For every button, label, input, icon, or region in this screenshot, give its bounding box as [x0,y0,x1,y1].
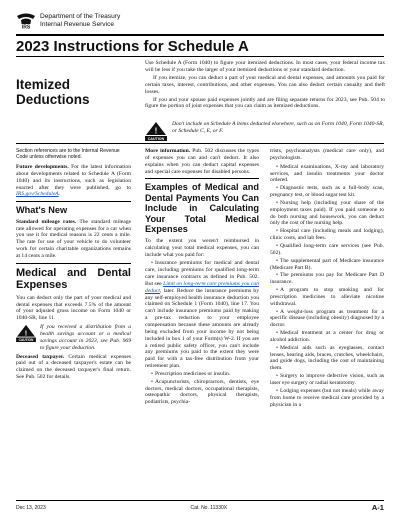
list-item: • The supplemental part of Medicare insurance (Medicare Part B). [270,258,384,272]
irs-schedule-a-link[interactable]: IRS.gov/ScheduleA [16,191,59,198]
title-rule [16,56,384,57]
list-item: • Medical aids such as eyeglasses, contact lenses, hearing aids, braces, crutches, wheelchairs, and guide dogs, including the cost of maintaining them. [270,345,384,372]
footer-catalog-number: Cat. No. 11330X [190,504,228,511]
header-rule [16,34,384,36]
caution-text: Don't include on Schedule A items deducted elsewhere, such as on Form 1040, Form 1040-SR, or Schedule C, E, or F. [172,121,384,134]
svg-text:CAUTION: CAUTION [147,137,165,141]
future-developments-paragraph: Future developments. For the latest information about developments related to Schedule A (Form 1040) and its instructions, such as legislation enacted after they were published, go to IRS.gov/ScheduleA. [16,164,131,198]
schedule-subtitle: Itemized Deductions [16,77,90,107]
intro-paragraph: If you and your spouse paid expenses jointly and are filing separate returns for 2023, see Pub. 504 to figure the portion of joint expenses that you can claim as itemized deductions. [145,96,385,110]
list-item: • Prescription medicines or insulin. [145,371,259,378]
list-item: • Nursing help (including your share of the employment taxes paid). If you paid someone to do both nursing and housework, you can deduct only the cost of the nursing help. [270,200,384,227]
column-1 [16,148,131,383]
list-item: • Acupuncturists, chiropractors, dentists, eye doctors, medical doctors, occupational therapists, osteopathic doctors, physical therapists, podiatrists, psychia- [145,379,259,406]
irs-eagle-logo-icon [16,12,36,30]
column-2 [145,148,259,407]
list-item: • Surgery to improve defective vision, such as laser eye surgery or radial keratotomy. [270,373,384,387]
caution-text: If you received a distribution from a health savings account or a medical savings account in 2023, see Pub. 969 to figure your deduction. [40,324,131,351]
caution-icon [145,121,167,141]
intro-text [145,60,385,111]
medical-dental-paragraph: You can deduct only the part of your medical and dental expenses that exceeds 7.5% of the amount of your adjusted gross income on Form 1040 or 1040-SR, line 11. [16,294,131,322]
caution-box [145,121,385,141]
department-name: Department of the Treasury [40,13,121,20]
intro-paragraph: Use Schedule A (Form 1040) to figure your itemized deductions. In most cases, your federal income tax will be less if you take the larger of your itemized deductions or your standard deduction. [145,60,385,73]
document-title: 2023 Instructions for Schedule A [16,38,249,55]
list-item: • The premiums you pay for Medicare Part D insurance. [270,272,384,286]
intro-paragraph: If you itemize, you can deduct a part of your medical and dental expenses, and amounts you paid for certain taxes, interest, contributions, and other expenses. You can also deduct certain casualty and theft losses. [145,74,385,95]
examples-heading: Examples of Medical and Dental Payments You Can Include in Calculating Your Total Medical Expenses [145,178,259,235]
column-3 [270,148,384,409]
list-item: • Diagnostic tests, such as a full-body scan, pregnancy test, or blood sugar test kit. [270,185,384,199]
svg-text:!: ! [24,328,28,338]
footer-rule [16,500,384,501]
list-item: • Medical examinations, X-ray and laboratory services, and insulin treatments your doctor ordered. [270,164,384,185]
page-number: A-1 [371,503,384,512]
svg-text:CAUTION: CAUTION [18,338,34,343]
medical-dental-heading: Medical and Dental Expenses [16,263,131,292]
list-item: • A program to stop smoking and for prescription medicines to alleviate nicotine withdrawal. [270,287,384,308]
list-item: • A weight-loss program as treatment for a specific disease (including obesity) diagnosed by a doctor. [270,309,384,330]
svg-text:!: ! [154,126,158,136]
whats-new-heading: What's New [16,201,131,216]
list-item: • Hospital care (including meals and lodging), clinic costs, and lab fees. [270,228,384,242]
section-rule [16,143,384,144]
long-term-care-link[interactable]: Limit on long-term care premiums you can deduct [145,280,259,294]
list-item: • Qualified long-term care services (see Pub. 502). [270,243,384,257]
caution-icon [16,324,36,342]
list-item: • Lodging expenses (but not meals) while away from home to receive medical care provided by a physician in a [270,388,384,409]
more-information-paragraph: More information. Pub. 502 discusses the types of expenses you can and can't deduct. It also explains when you can deduct capital expenses and special care expenses for disabled persons. [145,148,260,175]
caution-box [16,324,131,351]
list-item: • Medical treatment at a center for drug or alcohol addiction. [270,330,384,344]
footer-date: Dec 13, 2023 [16,504,46,511]
svg-text:IRS: IRS [21,24,31,30]
continued-text: trists, psychoanalysts (medical care only), and psychologists. [270,148,384,161]
service-name: Internal Revenue Service [40,21,115,28]
page-header [16,8,384,34]
page-footer [16,503,384,512]
future-developments-heading: Future developments. [16,164,69,170]
examples-intro: To the extent you weren't reimbursed in calculating your total medical expenses, you can include what you paid for: [145,237,259,258]
section-references-note: Section references are to the Internal Revenue Code unless otherwise noted. [16,148,120,160]
mileage-paragraph: Standard mileage rates. The standard mileage rate allowed for operating expenses for a car when you use it for medical reasons is 22 cents a mile. The rate for use of your vehicle to do volunteer work for certain charitable organizations remains at 14 cents a mile. [16,218,131,259]
list-item: • Insurance premiums for medical and dental care, including premiums for qualified long-term care insurance contracts as defined in Pub. 502. But see Limit on long-term care premiums you can deduct, later. Reduce the insurance premiums by any self-employed health insurance deduction you claimed on Schedule 1 (Form 1040), line 17. You can't include insurance premiums paid by making a pre-tax reduction to your employee compensation because these amounts are already being excluded from your income by not being included in box 1 of your Form(s) W-2. If you are a retired public safety officer, you can't include any premiums you paid to the extent they were paid for with a tax-free distribution from your retirement plan. [145,260,259,370]
deceased-taxpayer-paragraph: Deceased taxpayer. Certain medical expenses paid out of a deceased taxpayer's estate can be claimed on the deceased taxpayer's final return. See Pub. 502 for details. [16,353,132,381]
